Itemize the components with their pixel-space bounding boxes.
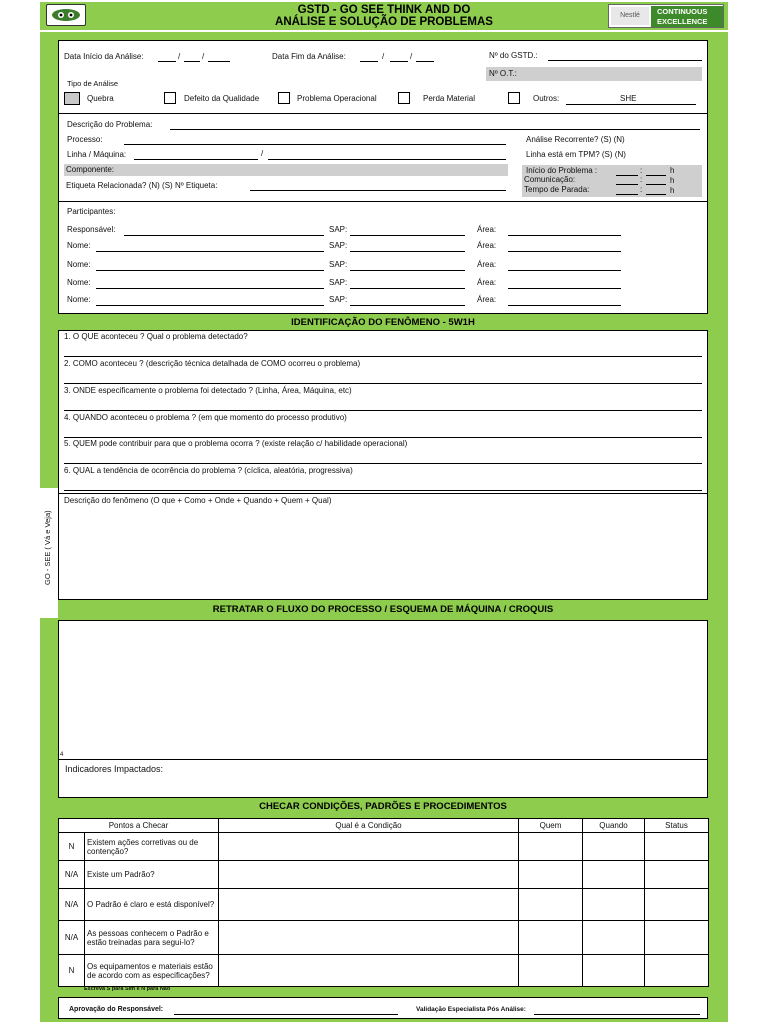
row-check-point: Existe um Padrão? <box>85 861 219 889</box>
defeito-qualidade-checkbox[interactable] <box>164 92 176 104</box>
inicio-label: Início do Problema : <box>526 166 598 175</box>
participant-area-field[interactable] <box>508 235 621 236</box>
participant-name-field[interactable] <box>124 235 324 236</box>
row-status[interactable]: N/A <box>59 921 85 955</box>
participant-label: Nome: <box>67 295 91 304</box>
conditions-title: CHECAR CONDIÇÕES, PADRÕES E PROCEDIMENTOS <box>259 801 507 812</box>
quando-cell[interactable] <box>583 889 645 921</box>
header-title-line2: ANÁLISE E SOLUÇÃO DE PROBLEMAS <box>275 16 493 28</box>
participant-area-field[interactable] <box>508 288 621 289</box>
linha-tpm-label[interactable]: Linha está em TPM? (S) (N) <box>526 150 626 159</box>
question-who: 5. QUEM pode contribuir para que o problema ocorra ? (existe relação c/ habilidade operacional) <box>64 439 408 448</box>
participant-sap-label: SAP: <box>329 260 348 269</box>
participant-area-label: Área: <box>477 295 497 304</box>
recorrente-label[interactable]: Análise Recorrente? (S) (N) <box>526 135 625 144</box>
table-row <box>59 921 709 955</box>
comunicacao-min-field[interactable] <box>646 184 666 185</box>
outros-value: SHE <box>620 94 637 103</box>
conditions-table <box>58 818 709 987</box>
hour-unit: h <box>670 176 675 185</box>
participant-sap-field[interactable] <box>350 235 465 236</box>
participant-sap-label: SAP: <box>329 241 348 250</box>
col-header-pontos: Pontos a Checar <box>59 819 219 833</box>
row-check-point: O Padrão é claro e está disponível? <box>85 889 219 921</box>
tipo-analise-label: Tipo de Análise <box>67 79 119 88</box>
question-which: 6. QUAL a tendência de ocorrência do problema ? (cíclica, aleatória, progressiva) <box>64 466 353 475</box>
participant-sap-field[interactable] <box>350 288 465 289</box>
quem-cell[interactable] <box>519 889 583 921</box>
status-cell[interactable] <box>645 861 709 889</box>
col-header-quando: Quando <box>583 819 645 833</box>
participant-sap-field[interactable] <box>350 305 465 306</box>
participant-name-field[interactable] <box>96 288 324 289</box>
time-separator: : <box>640 185 643 194</box>
quem-cell[interactable] <box>519 833 583 861</box>
question-when: 4. QUANDO aconteceu o problema ? (em que momento do processo produtivo) <box>64 413 347 422</box>
validacao-label: Validação Especialista Pós Análise: <box>416 1006 526 1013</box>
quebra-checkbox[interactable] <box>64 92 80 105</box>
phenomenon-title: IDENTIFICAÇÃO DO FENÔMENO - 5W1H <box>291 317 475 328</box>
participant-area-field[interactable] <box>508 270 621 271</box>
num-ot-label: Nº O.T.: <box>489 69 517 78</box>
flow-drawing-area[interactable] <box>58 620 708 760</box>
time-separator: : <box>640 175 643 184</box>
data-fim-month-field[interactable] <box>390 61 408 62</box>
row-status[interactable]: N/A <box>59 861 85 889</box>
answer-field[interactable] <box>64 437 702 438</box>
participant-area-label: Área: <box>477 225 497 234</box>
row-status[interactable]: N/A <box>59 889 85 921</box>
header-title-line1: GSTD - GO SEE THINK AND DO <box>297 4 471 16</box>
data-inicio-day-field[interactable] <box>158 61 176 62</box>
date-separator: / <box>410 52 413 61</box>
tipo-problema-label: Problema Operacional <box>297 94 377 103</box>
quando-cell[interactable] <box>583 955 645 987</box>
participant-label: Nome: <box>67 241 91 250</box>
condition-cell[interactable] <box>219 955 519 987</box>
processo-field[interactable] <box>124 144 506 145</box>
answer-field[interactable] <box>64 383 702 384</box>
date-separator: / <box>202 52 205 61</box>
outros-label: Outros: <box>533 94 560 103</box>
condition-cell[interactable] <box>219 921 519 955</box>
participant-label: Nome: <box>67 278 91 287</box>
parada-hour-field[interactable] <box>616 194 638 195</box>
inicio-hour-field[interactable] <box>616 175 638 176</box>
data-inicio-month-field[interactable] <box>184 61 200 62</box>
participant-area-label: Área: <box>477 260 497 269</box>
table-row <box>59 861 709 889</box>
processo-label: Processo: <box>67 135 103 144</box>
condition-cell[interactable] <box>219 861 519 889</box>
quando-cell[interactable] <box>583 833 645 861</box>
status-cell[interactable] <box>645 889 709 921</box>
participant-name-field[interactable] <box>96 305 324 306</box>
participant-sap-label: SAP: <box>329 225 348 234</box>
participant-area-label: Área: <box>477 241 497 250</box>
condition-cell[interactable] <box>219 833 519 861</box>
row-check-point: Os equipamentos e materiais estão de acordo com as especificações? <box>85 955 219 987</box>
participant-label: Responsável: <box>67 225 116 234</box>
componente-label: Componente: <box>66 165 115 174</box>
question-where: 3. ONDE especificamente o problema foi detectado ? (Linha, Área, Máquina, etc) <box>64 386 352 395</box>
data-inicio-year-field[interactable] <box>208 61 230 62</box>
maquina-field[interactable] <box>268 159 506 160</box>
data-fim-label: Data Fim da Análise: <box>272 52 346 61</box>
brand-bottom-text: EXCELLENCE <box>657 17 708 26</box>
participant-area-field[interactable] <box>508 251 621 252</box>
date-separator: / <box>382 52 385 61</box>
participant-sap-field[interactable] <box>350 251 465 252</box>
tipo-defeito-label: Defeito da Qualidade <box>184 94 260 103</box>
phenomenon-description-label: Descrição do fenômeno (O que + Como + Onde + Quando + Quem + Qual) <box>64 496 332 505</box>
hour-unit: h <box>670 186 675 195</box>
quando-cell[interactable] <box>583 861 645 889</box>
comunicacao-hour-field[interactable] <box>616 184 638 185</box>
participant-sap-label: SAP: <box>329 278 348 287</box>
row-status[interactable]: N <box>59 833 85 861</box>
participant-name-field[interactable] <box>96 251 324 252</box>
participant-sap-field[interactable] <box>350 270 465 271</box>
answer-field[interactable] <box>64 410 702 411</box>
status-cell[interactable] <box>645 833 709 861</box>
quem-cell[interactable] <box>519 955 583 987</box>
date-separator: / <box>178 52 181 61</box>
brand-top-text: CONTINUOUS <box>657 7 708 16</box>
quem-cell[interactable] <box>519 921 583 955</box>
table-row <box>59 833 709 861</box>
hour-unit: h <box>670 166 675 175</box>
indicators-label: Indicadores Impactados: <box>65 764 164 774</box>
flow-marker: 4 <box>60 752 64 758</box>
linha-separator: / <box>261 149 264 158</box>
aprovacao-field[interactable] <box>174 1014 398 1015</box>
answer-field[interactable] <box>64 490 702 491</box>
tipo-perda-label: Perda Material <box>423 94 476 103</box>
status-cell[interactable] <box>645 955 709 987</box>
time-separator: : <box>640 166 643 175</box>
linha-field[interactable] <box>134 159 258 160</box>
tipo-quebra-label: Quebra <box>87 94 114 103</box>
problema-operacional-checkbox[interactable] <box>278 92 290 104</box>
parada-min-field[interactable] <box>646 194 666 195</box>
participant-area-field[interactable] <box>508 305 621 306</box>
table-row <box>59 955 709 987</box>
descricao-problema-field[interactable] <box>170 129 700 130</box>
row-check-point: As pessoas conhecem o Padrão e estão treinadas para segui-lo? <box>85 921 219 955</box>
componente-box[interactable] <box>64 164 508 176</box>
inicio-min-field[interactable] <box>646 175 666 176</box>
participant-area-label: Área: <box>477 278 497 287</box>
flow-title: RETRATAR O FLUXO DO PROCESSO / ESQUEMA DE MÁQUINA / CROQUIS <box>212 604 554 615</box>
aprovacao-label: Aprovação do Responsável: <box>69 1006 164 1013</box>
row-check-point: Existem ações corretivas ou de contenção? <box>85 833 219 861</box>
question-how: 2. COMO aconteceu ? (descrição técnica detalhada de COMO ocorreu o problema) <box>64 359 361 368</box>
participants-section <box>58 202 708 314</box>
answer-field[interactable] <box>64 356 702 357</box>
data-fim-year-field[interactable] <box>416 61 434 62</box>
num-ot-box[interactable] <box>486 67 702 81</box>
table-row <box>59 889 709 921</box>
col-header-status: Status <box>645 819 709 833</box>
outros-field[interactable] <box>566 104 696 105</box>
col-header-condicao: Qual é a Condição <box>219 819 519 833</box>
outros-checkbox[interactable] <box>508 92 520 104</box>
num-gstd-label: Nº do GSTD.: <box>489 51 538 60</box>
data-fim-day-field[interactable] <box>360 61 378 62</box>
col-header-quem: Quem <box>519 819 583 833</box>
row-status[interactable]: N <box>59 955 85 987</box>
side-label: GO - SEE ( Vá e Veja) <box>43 510 52 585</box>
participant-label: Nome: <box>67 260 91 269</box>
quando-cell[interactable] <box>583 921 645 955</box>
etiqueta-label: Etiqueta Relacionada? (N) (S) Nº Etiqueta: <box>66 181 218 190</box>
data-inicio-label: Data Início da Análise: <box>64 52 144 61</box>
brand-logo <box>608 4 724 28</box>
etiqueta-field[interactable] <box>250 190 506 191</box>
participant-name-field[interactable] <box>96 270 324 271</box>
validacao-field[interactable] <box>534 1014 700 1015</box>
comunicacao-label: Comunicação: <box>524 175 576 184</box>
num-gstd-field[interactable] <box>548 60 702 61</box>
conditions-footnote: Escreva S para Sim e N para Não <box>84 986 171 992</box>
quem-cell[interactable] <box>519 861 583 889</box>
answer-field[interactable] <box>64 463 702 464</box>
participantes-title: Participantes: <box>67 207 116 216</box>
participant-sap-label: SAP: <box>329 295 348 304</box>
condition-cell[interactable] <box>219 889 519 921</box>
linha-maquina-label: Linha / Máquina: <box>67 150 127 159</box>
descricao-problema-label: Descrição do Problema: <box>67 120 153 129</box>
perda-material-checkbox[interactable] <box>398 92 410 104</box>
brand-nestle-logo: Nestlé <box>611 7 649 25</box>
tempo-parada-label: Tempo de Parada: <box>524 185 590 194</box>
phenomenon-description-box[interactable] <box>58 494 708 600</box>
question-what: 1. O QUE aconteceu ? Qual o problema detectado? <box>64 332 248 341</box>
status-cell[interactable] <box>645 921 709 955</box>
